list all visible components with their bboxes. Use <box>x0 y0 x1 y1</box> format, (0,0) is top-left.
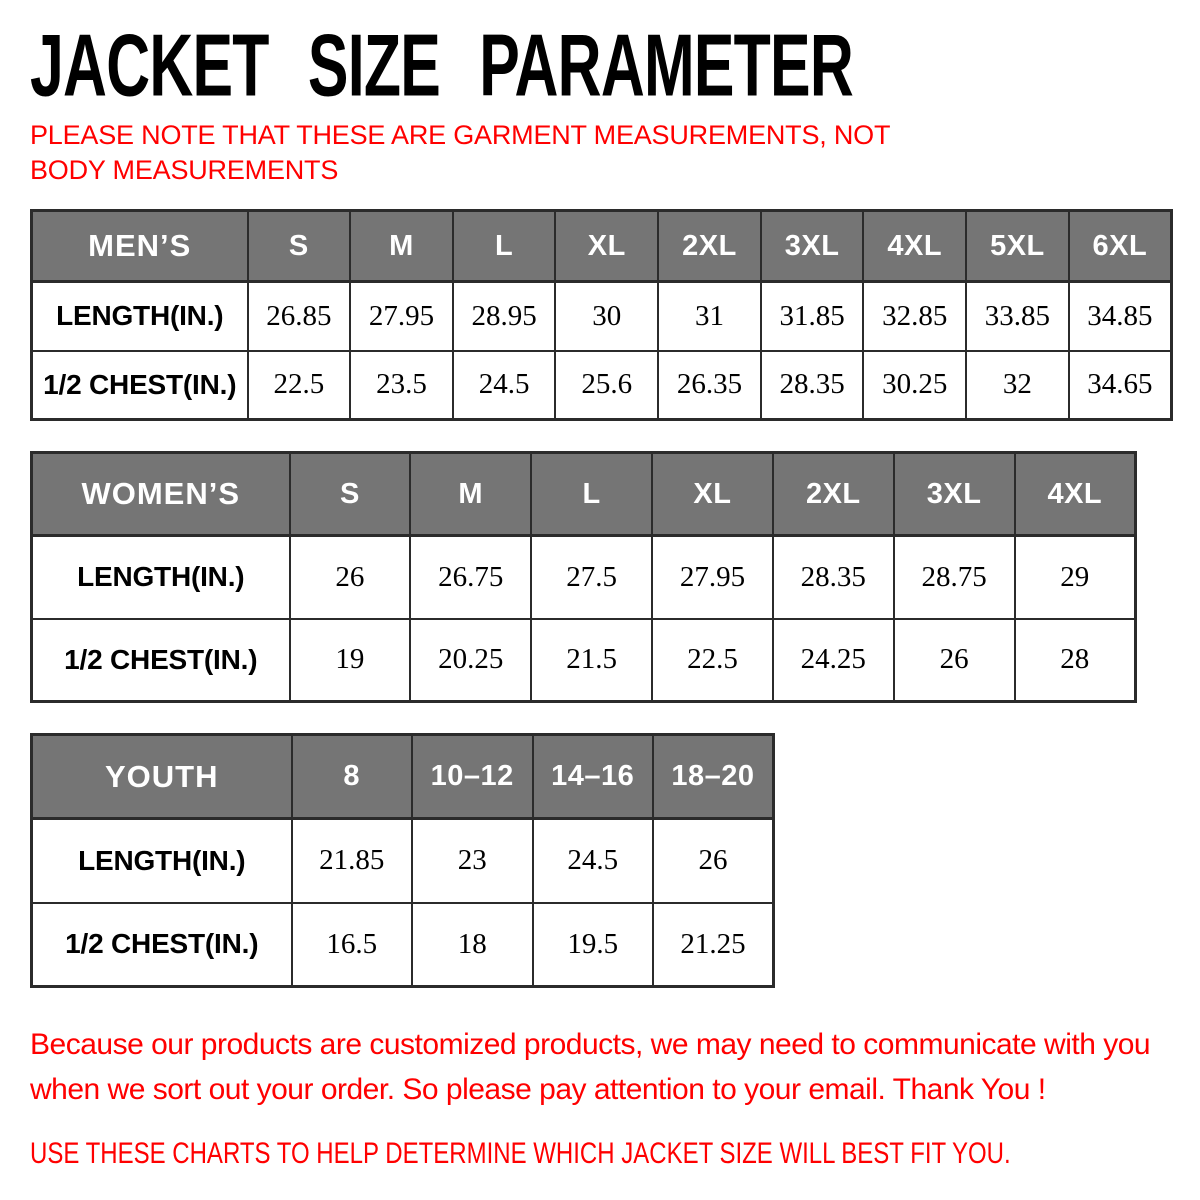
mens-size-table <box>30 209 1173 421</box>
size-column-header: L <box>531 453 652 536</box>
measurement-value: 23 <box>412 819 533 903</box>
size-column-header: S <box>290 453 411 536</box>
measurement-row <box>32 903 774 987</box>
measurement-value: 21.85 <box>292 819 413 903</box>
youth-size-table-container <box>30 733 1170 988</box>
customization-communication-note: Because our products are customized products, we may need to communicate with you when we sort out your order. So please pay attention to your email. Thank You ! <box>30 1028 1151 1107</box>
measurement-value: 21.5 <box>531 619 652 702</box>
measurement-row <box>32 351 1172 420</box>
measurement-value: 28.35 <box>773 536 894 619</box>
measurement-row <box>32 536 1136 619</box>
size-column-header: 10–12 <box>412 735 533 819</box>
measurement-value: 22.5 <box>248 351 351 420</box>
measurement-value: 28.75 <box>894 536 1015 619</box>
measurement-value: 16.5 <box>292 903 413 987</box>
measurement-row-label: 1/2 CHEST(IN.) <box>32 619 290 702</box>
measurement-value: 28.95 <box>453 282 556 351</box>
measurement-value: 30.25 <box>863 351 966 420</box>
size-column-header: L <box>453 211 556 282</box>
measurement-value: 21.25 <box>653 903 774 987</box>
measurement-value: 26.35 <box>658 351 761 420</box>
measurement-value: 18 <box>412 903 533 987</box>
size-column-header: 3XL <box>761 211 864 282</box>
mens-table-title: MEN’S <box>32 211 248 282</box>
size-column-header: 2XL <box>658 211 761 282</box>
measurement-value: 28.35 <box>761 351 864 420</box>
measurement-row-label: 1/2 CHEST(IN.) <box>32 903 292 987</box>
size-column-header: XL <box>555 211 658 282</box>
size-column-header: XL <box>652 453 773 536</box>
measurement-value: 20.25 <box>410 619 531 702</box>
garment-measurement-note: PLEASE NOTE THAT THESE ARE GARMENT MEASUREMENTS, NOT BODY MEASUREMENTS <box>30 120 890 185</box>
measurement-value: 19.5 <box>533 903 654 987</box>
size-column-header: 2XL <box>773 453 894 536</box>
measurement-value: 26.75 <box>410 536 531 619</box>
womens-size-table <box>30 451 1137 703</box>
measurement-value: 27.95 <box>652 536 773 619</box>
measurement-value: 27.95 <box>350 282 453 351</box>
measurement-value: 25.6 <box>555 351 658 420</box>
measurement-row-label: LENGTH(IN.) <box>32 536 290 619</box>
measurement-value: 31 <box>658 282 761 351</box>
size-column-header: M <box>350 211 453 282</box>
size-column-header: 5XL <box>966 211 1069 282</box>
measurement-value: 24.25 <box>773 619 894 702</box>
size-column-header: 3XL <box>894 453 1015 536</box>
measurement-value: 34.65 <box>1069 351 1172 420</box>
size-column-header: S <box>248 211 351 282</box>
measurement-value: 26.85 <box>248 282 351 351</box>
measurement-value: 33.85 <box>966 282 1069 351</box>
measurement-value: 26 <box>653 819 774 903</box>
measurement-row-label: LENGTH(IN.) <box>32 282 248 351</box>
measurement-value: 23.5 <box>350 351 453 420</box>
size-column-header: 6XL <box>1069 211 1172 282</box>
measurement-value: 24.5 <box>533 819 654 903</box>
womens-size-table-container <box>30 451 1170 703</box>
womens-header-row <box>32 453 1136 536</box>
youth-size-table <box>30 733 775 988</box>
youth-header-row <box>32 735 774 819</box>
measurement-value: 30 <box>555 282 658 351</box>
size-column-header: 14–16 <box>533 735 654 819</box>
measurement-row-label: LENGTH(IN.) <box>32 819 292 903</box>
page-title: JACKET SIZE PARAMETER <box>30 16 853 115</box>
youth-table-title: YOUTH <box>32 735 292 819</box>
measurement-value: 28 <box>1015 619 1136 702</box>
size-column-header: 4XL <box>863 211 966 282</box>
mens-header-row <box>32 211 1172 282</box>
measurement-value: 32 <box>966 351 1069 420</box>
measurement-value: 19 <box>290 619 411 702</box>
measurement-value: 31.85 <box>761 282 864 351</box>
measurement-row <box>32 282 1172 351</box>
measurement-value: 27.5 <box>531 536 652 619</box>
measurement-row <box>32 619 1136 702</box>
size-column-header: 18–20 <box>653 735 774 819</box>
measurement-row-label: 1/2 CHEST(IN.) <box>32 351 248 420</box>
measurement-value: 34.85 <box>1069 282 1172 351</box>
measurement-value: 32.85 <box>863 282 966 351</box>
measurement-value: 26 <box>290 536 411 619</box>
measurement-value: 24.5 <box>453 351 556 420</box>
womens-table-title: WOMEN’S <box>32 453 290 536</box>
measurement-value: 29 <box>1015 536 1136 619</box>
measurement-value: 22.5 <box>652 619 773 702</box>
measurement-value: 26 <box>894 619 1015 702</box>
chart-usage-note: USE THESE CHARTS TO HELP DETERMINE WHICH JACKET SIZE WILL BEST FIT YOU. <box>30 1137 1011 1171</box>
size-column-header: M <box>410 453 531 536</box>
mens-size-table-container <box>30 209 1170 421</box>
measurement-row <box>32 819 774 903</box>
size-column-header: 4XL <box>1015 453 1136 536</box>
size-column-header: 8 <box>292 735 413 819</box>
